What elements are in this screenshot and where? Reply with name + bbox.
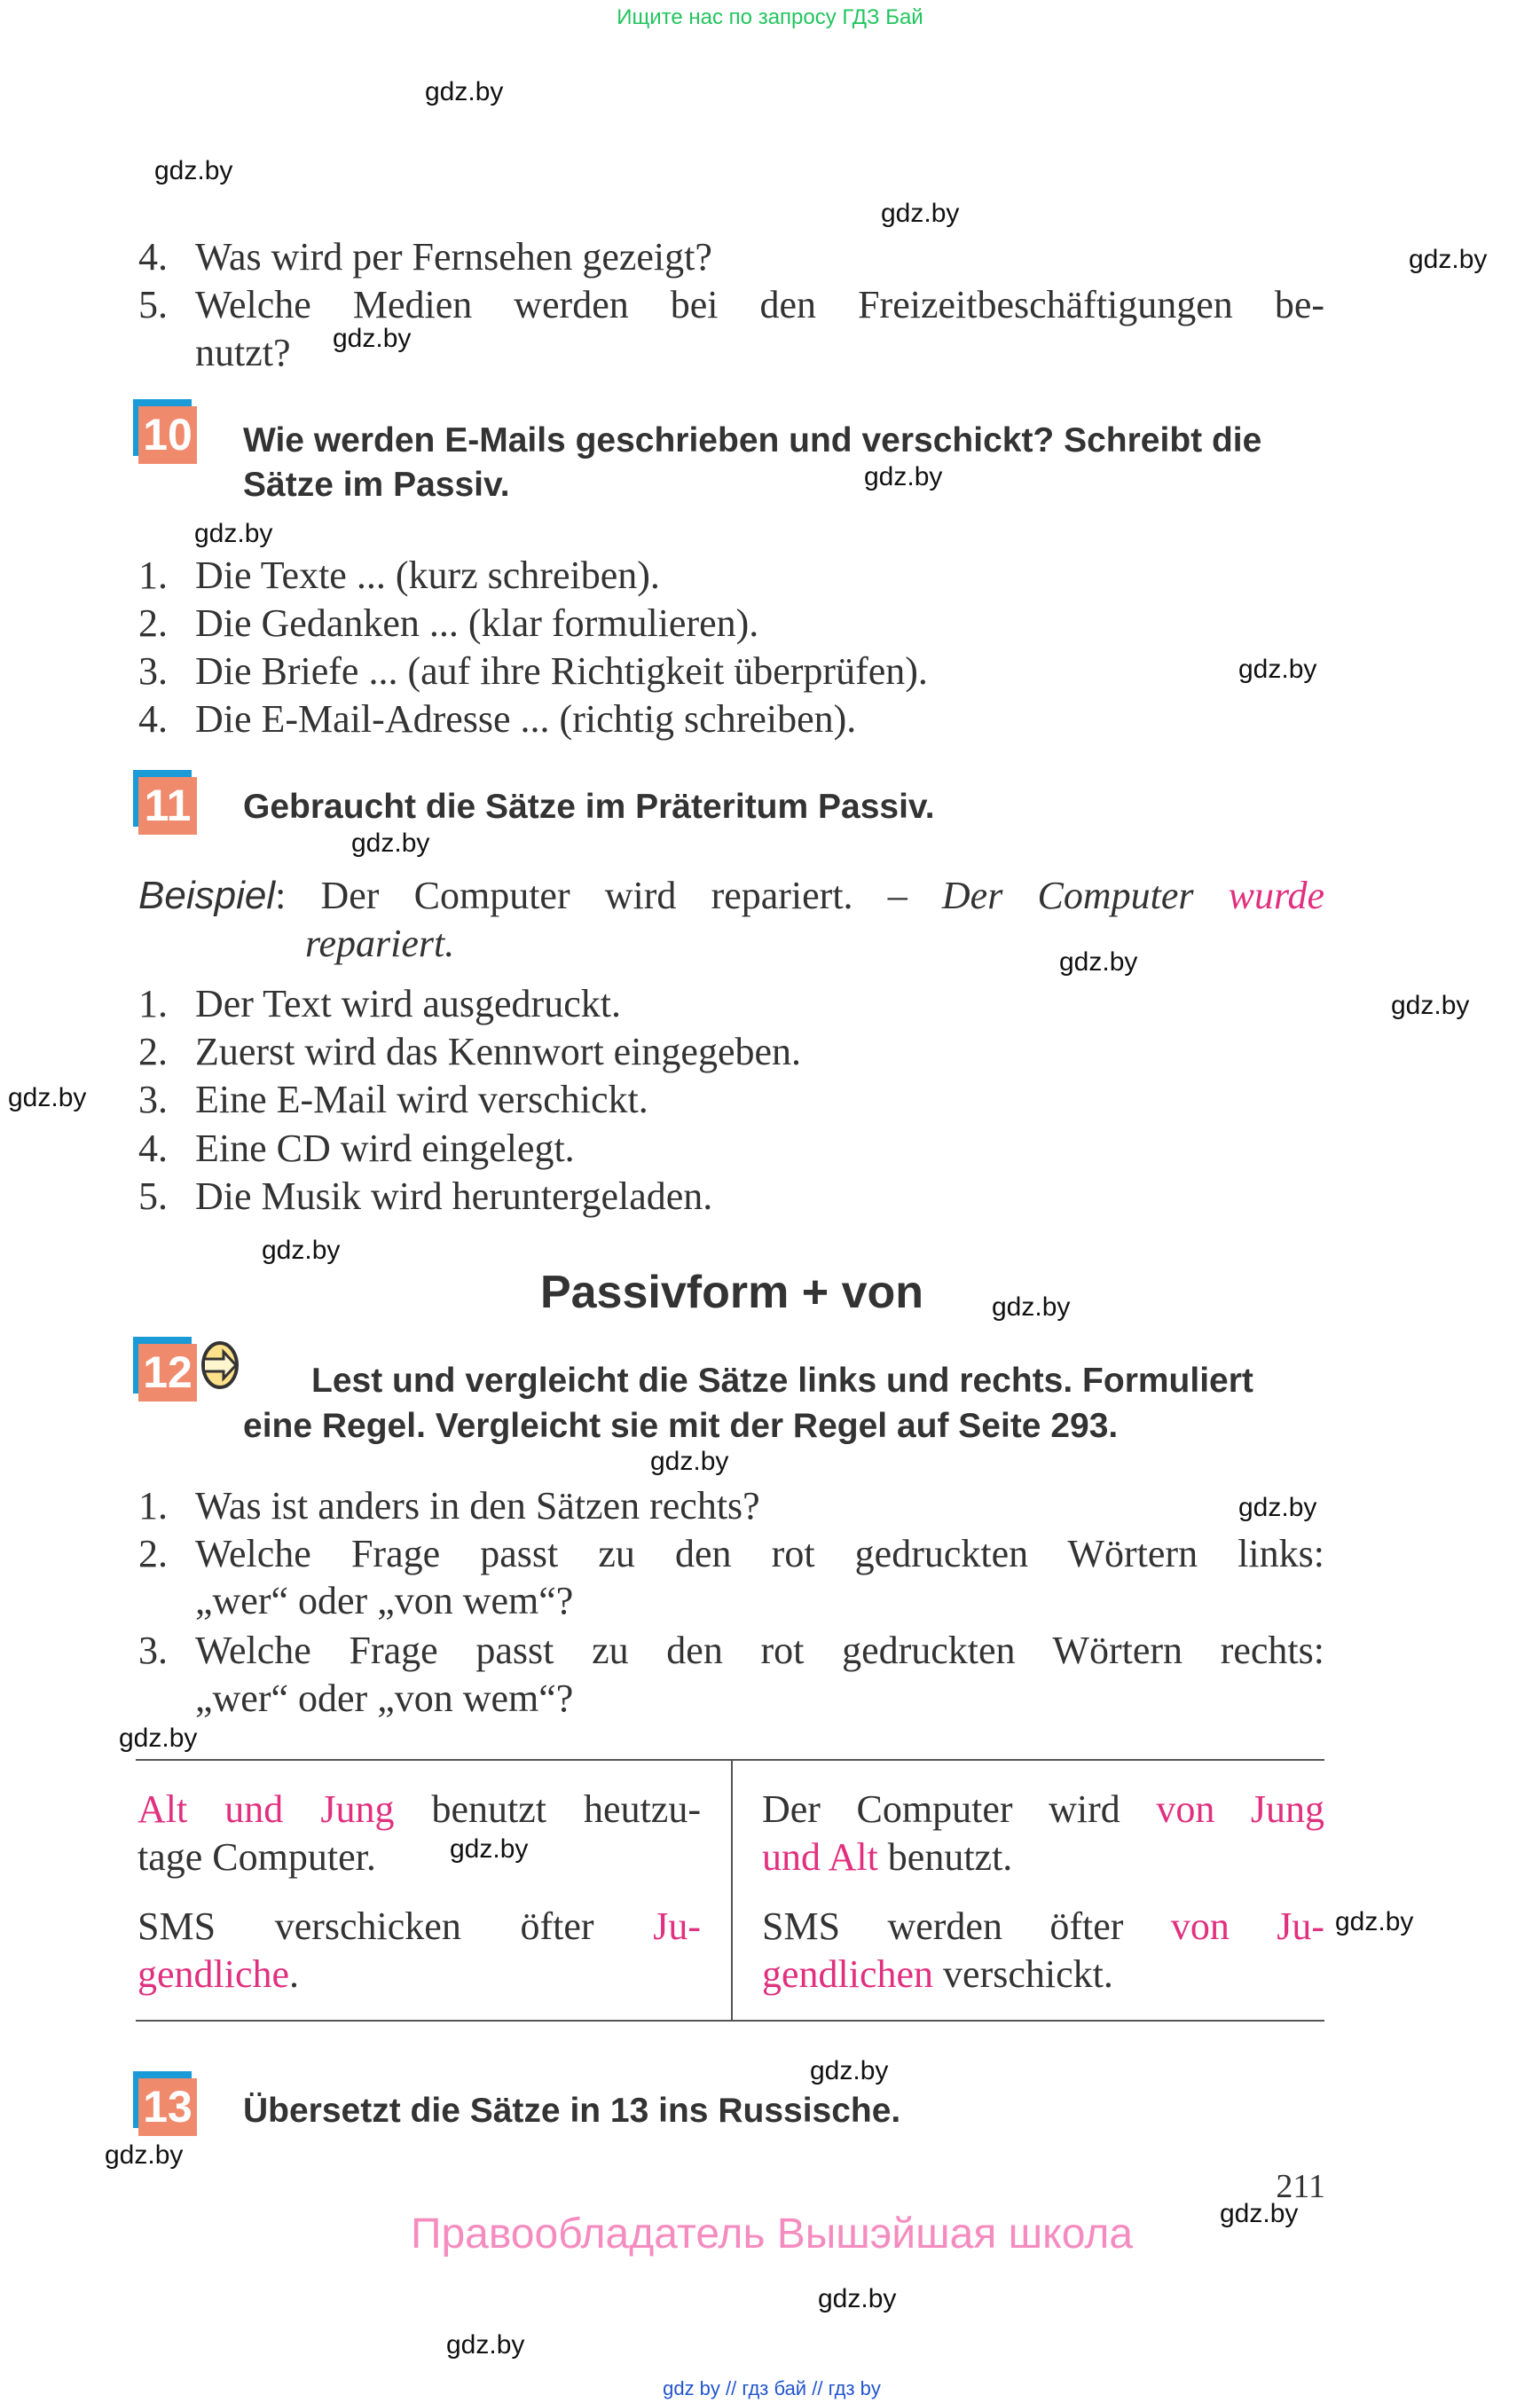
item-number: 3.	[138, 1078, 168, 1121]
table-left-row1-cont: tage Computer.	[138, 1835, 376, 1879]
table-left-row2	[138, 1902, 701, 1951]
watermark: gdz.by	[1238, 1493, 1317, 1522]
item-number: 2.	[138, 1532, 168, 1575]
item-number: 5.	[138, 1174, 168, 1218]
list-item: Der Text wird ausgedruckt.	[195, 982, 621, 1025]
footer-link[interactable]: гдз by	[828, 2377, 881, 2399]
list-item: Welche Frage passt zu den rot gedruckten Wörtern rechts:	[195, 1629, 1324, 1672]
task-badge-10: 10	[133, 399, 197, 463]
task-title: eine Regel. Vergleicht sie mit der Regel auf Seite 293.	[243, 1407, 1119, 1445]
watermark: gdz.by	[1238, 655, 1317, 684]
text: SMS verschicken öfter	[138, 1904, 594, 1948]
text: verschickt.	[943, 1952, 1113, 1996]
watermark: gdz.by	[351, 828, 430, 858]
list-item: Die Gedanken ... (klar formulieren).	[195, 601, 759, 645]
item-number: 4.	[138, 235, 168, 279]
item-number: 3.	[138, 649, 168, 693]
watermark: gdz.by	[1059, 947, 1138, 977]
list-item: Eine CD wird eingelegt.	[195, 1127, 575, 1170]
task-title: Gebraucht die Sätze im Präteritum Passiv.	[243, 788, 935, 826]
item-number: 5.	[138, 283, 168, 326]
arrow-circle-icon	[200, 1340, 240, 1390]
table-right-row2-cont	[762, 1950, 1113, 1999]
text: Der Computer wird	[762, 1787, 1120, 1831]
section-title: Passivform + von	[539, 1267, 924, 1318]
item-number: 4.	[138, 1127, 168, 1170]
task-title: Übersetzt die Sätze in 13 ins Russische.	[243, 2092, 901, 2130]
list-item: Welche Frage passt zu den rot gedruckten Wörtern links:	[195, 1532, 1324, 1575]
table-right-row1	[762, 1785, 1324, 1834]
table-divider	[731, 1759, 733, 2022]
task-title: Wie werden E-Mails geschrieben und verschickt? Schreibt die	[243, 421, 1262, 459]
text: benutzt heutzu-	[431, 1787, 701, 1831]
watermark: gdz.by	[881, 199, 960, 228]
table-left-row1	[138, 1785, 701, 1834]
highlighted-text: gendliche	[138, 1952, 290, 1996]
watermark: gdz.by	[1335, 1907, 1414, 1936]
watermark: gdz.by	[119, 1724, 198, 1753]
watermark: gdz.by	[1391, 991, 1470, 1020]
example-answer: Der Computer	[941, 874, 1194, 917]
footer-links	[0, 2377, 1540, 2400]
highlighted-word: wurde	[1228, 874, 1325, 917]
watermark: gdz.by	[333, 324, 412, 353]
highlighted-text: von Ju-	[1170, 1904, 1325, 1948]
list-item: Die Texte ... (kurz schreiben).	[195, 554, 660, 597]
list-item: Die Musik wird heruntergeladen.	[195, 1174, 713, 1218]
watermark: gdz.by	[864, 462, 943, 491]
footer-link[interactable]: gdz by	[663, 2377, 720, 2399]
highlighted-text: von Jung	[1156, 1787, 1325, 1831]
separator: //	[812, 2377, 823, 2399]
list-item: Die Briefe ... (auf ihre Richtigkeit überprüfen).	[195, 649, 928, 693]
list-item: Eine E-Mail wird verschickt.	[195, 1078, 648, 1121]
highlighted-text: und Alt	[762, 1835, 878, 1879]
watermark: gdz.by	[992, 1292, 1071, 1322]
table-left-row2-cont	[138, 1950, 299, 1999]
watermark: gdz.by	[8, 1083, 87, 1112]
example-line	[138, 871, 1324, 921]
list-item-continuation: „wer“ oder „von wem“?	[195, 1677, 574, 1720]
list-item: Was wird per Fernsehen gezeigt?	[195, 235, 712, 279]
separator: //	[726, 2377, 737, 2399]
watermark: gdz.by	[425, 77, 504, 106]
top-banner[interactable]: Ищите нас по запросу ГДЗ Бай	[617, 5, 923, 29]
example-continuation: repariert.	[305, 922, 455, 965]
table-bottom-border	[136, 2020, 1324, 2022]
watermark: gdz.by	[450, 1834, 529, 1864]
watermark: gdz.by	[262, 1236, 341, 1265]
list-item: Die E-Mail-Adresse ... (richtig schreiben).	[195, 697, 857, 741]
item-number: 2.	[138, 601, 168, 645]
list-item: Zuerst wird das Kennwort eingegeben.	[195, 1030, 802, 1073]
watermark: gdz.by	[810, 2056, 889, 2085]
table-right-row2	[762, 1902, 1324, 1951]
list-item: Was ist anders in den Sätzen rechts?	[195, 1484, 760, 1527]
item-number: 4.	[138, 697, 168, 741]
item-number: 3.	[138, 1629, 168, 1672]
watermark: gdz.by	[1220, 2199, 1299, 2228]
watermark: gdz.by	[446, 2330, 525, 2360]
task-badge-13: 13	[133, 2071, 197, 2135]
text: .	[289, 1952, 300, 1996]
example-text: Der Computer wird repariert. –	[320, 874, 908, 917]
text: SMS werden öfter	[762, 1904, 1124, 1948]
watermark: gdz.by	[650, 1447, 729, 1476]
copyright-notice: Правообладатель Вышэйшая школа	[410, 2211, 1134, 2258]
table-top-border	[136, 1759, 1324, 1761]
watermark: gdz.by	[818, 2284, 897, 2313]
task-badge-12: 12	[133, 1337, 197, 1401]
highlighted-text: Ju-	[653, 1904, 701, 1948]
highlighted-text: Alt und Jung	[138, 1787, 395, 1831]
item-number: 2.	[138, 1030, 168, 1073]
colon: :	[275, 874, 287, 917]
footer-link[interactable]: гдз бай	[742, 2377, 807, 2399]
watermark: gdz.by	[105, 2140, 184, 2170]
page-number: 211	[1276, 2168, 1325, 2205]
list-item: Welche Medien werden bei den Freizeitbeschäftigungen be-	[195, 283, 1324, 326]
item-number: 1.	[138, 1484, 168, 1527]
list-item-continuation: nutzt?	[195, 331, 291, 374]
task-title: Sätze im Passiv.	[243, 466, 510, 504]
watermark: gdz.by	[194, 519, 273, 548]
watermark: gdz.by	[1409, 245, 1488, 274]
highlighted-text: gendlichen	[762, 1952, 934, 1996]
example-label: Beispiel	[138, 874, 276, 917]
text: benutzt.	[887, 1835, 1013, 1879]
list-item-continuation: „wer“ oder „von wem“?	[195, 1579, 574, 1622]
item-number: 1.	[138, 982, 168, 1025]
task-badge-11: 11	[133, 770, 197, 834]
task-title: Lest und vergleicht die Sätze links und rechts. Formuliert	[311, 1362, 1253, 1400]
watermark: gdz.by	[154, 156, 233, 185]
table-right-row1-cont	[762, 1833, 1012, 1882]
item-number: 1.	[138, 554, 168, 597]
